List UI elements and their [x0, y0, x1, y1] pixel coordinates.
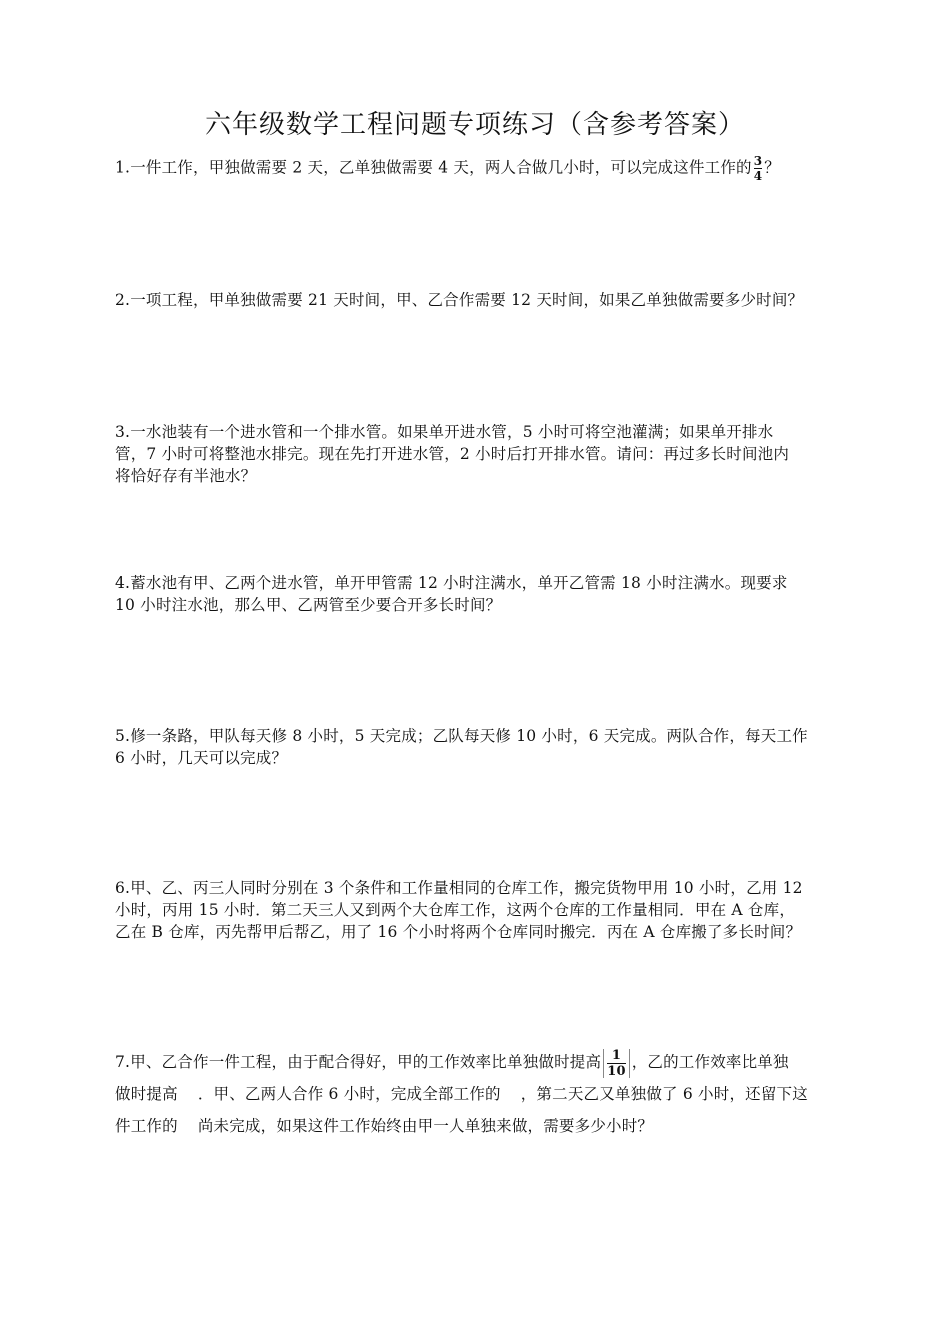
- question-7: [115, 1046, 837, 1142]
- question-1: [115, 155, 837, 182]
- page-title: 六年级数学工程问题专项练习（含参考答案）: [204, 110, 745, 140]
- question-3-line: 将恰好存有半池水？: [115, 467, 257, 485]
- fraction-three-quarters: $\frac{3}{4}$: [753, 154, 763, 183]
- question-3-line: 管，7 小时可将整池水排完。现在先打开进水管，2 小时后打开排水管。请问：再过多长时间池内: [115, 445, 790, 463]
- question-4-line: 4.蓄水池有甲、乙两个进水管，单开甲管需 12 小时注满水，单开乙管需 18 小时注满水。现要求: [115, 574, 788, 592]
- question-5-line: 5.修一条路，甲队每天修 8 小时，5 天完成；乙队每天修 10 小时，6 天完成。两队合作，每天工作: [115, 727, 808, 745]
- question-7-line: 做时提高 ．甲、乙两人合作 6 小时，完成全部工作的 ，第二天乙又单独做了 6 小时，还留下这: [115, 1085, 808, 1103]
- question-5: [115, 725, 837, 769]
- question-6-line: 乙在 B 仓库，丙先帮甲后帮乙，用了 16 个小时将两个仓库同时搬完．丙在 A 仓库搬了多长时间？: [115, 923, 802, 941]
- question-6: [115, 877, 837, 943]
- question-5-line: 6 小时，几天可以完成？: [115, 749, 288, 767]
- question-4: [115, 572, 837, 616]
- question-3-line: 3.一水池装有一个进水管和一个排水管。如果单开进水管，5 小时可将空池灌满；如果单开排水: [115, 423, 774, 441]
- question-3: [115, 421, 837, 487]
- question-1-text: 1.一件工作，甲独做需要 2 天，乙单独做需要 4 天，两人合做几小时，可以完成这件工作的: [115, 158, 752, 177]
- question-6-line: 小时，丙用 15 小时．第二天三人又到两个大仓库工作，这两个仓库的工作量相同．甲在 A 仓库，: [115, 901, 796, 919]
- question-1-end: ？: [764, 158, 780, 177]
- question-4-line: 10 小时注水池，那么甲、乙两管至少要合开多长时间？: [115, 596, 502, 614]
- question-6-line: 6.甲、乙、丙三人同时分别在 3 个条件和工作量相同的仓库工作，搬完货物甲用 10 小时，乙用 12: [115, 879, 803, 897]
- question-7-line: 件工作的 尚未完成，如果这件工作始终由甲一人单独来做，需要多少小时？: [115, 1117, 654, 1135]
- fraction-one-tenth: $\frac{1}{10}$: [603, 1049, 630, 1078]
- question-2-text: 2.一项工程，甲单独做需要 21 天时间，甲、乙合作需要 12 天时间，如果乙单独做需要多少时间？: [115, 291, 804, 309]
- question-7-line: 7.甲、乙合作一件工程，由于配合得好，甲的工作效率比单独做时提高 $\frac{1}{10}$ ，乙的工作效率比单独: [115, 1047, 789, 1079]
- question-2: [115, 289, 837, 311]
